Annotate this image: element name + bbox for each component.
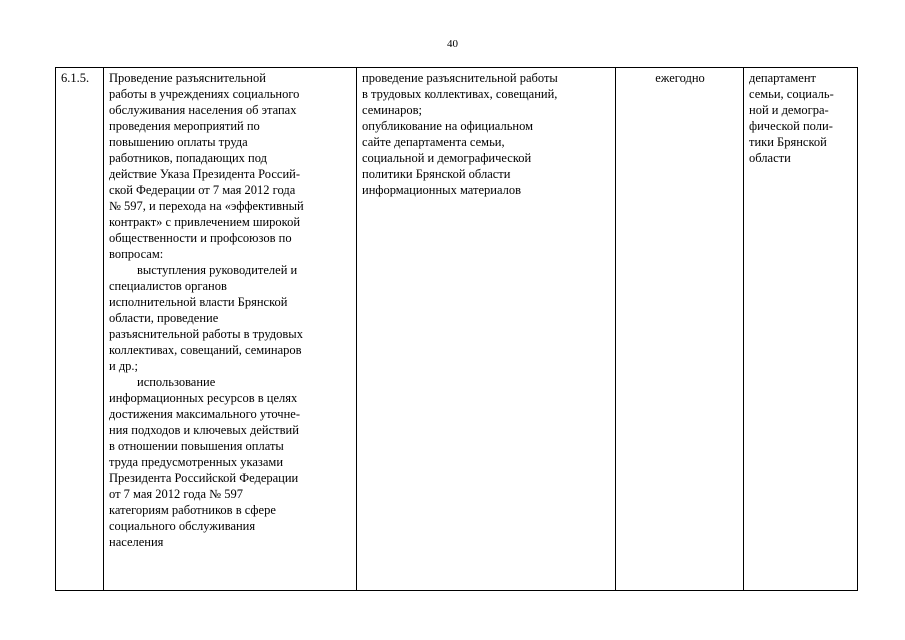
page-number: 40: [447, 38, 458, 50]
text-line: области: [749, 151, 791, 165]
text-line: социальной и демографической: [362, 151, 532, 165]
text-line: повышению оплаты труда: [109, 135, 248, 149]
text-line: департамент: [749, 71, 817, 85]
text-line: проведения мероприятий по: [109, 119, 260, 133]
text-line: от 7 мая 2012 года № 597: [109, 487, 243, 501]
text-line: вопросам:: [109, 247, 164, 261]
text-line: действие Указа Президента Россий-: [109, 167, 300, 181]
text-line: Президента Российской Федерации: [109, 471, 299, 485]
text-line: семьи, социаль-: [749, 87, 834, 101]
responsible-executor-cell: [744, 68, 858, 591]
text-line: выступления руководителей и: [137, 263, 298, 277]
period-cell: ежегодно: [616, 68, 744, 591]
text-line: опубликование на официальном: [362, 119, 534, 133]
text-line: ния подходов и ключевых действий: [109, 423, 299, 437]
text-line: коллективах, совещаний, семинаров: [109, 343, 302, 357]
text-line: Проведение разъяснительной: [109, 71, 266, 85]
text-line: политики Брянской области: [362, 167, 511, 181]
text-line: достижения максимального уточне-: [109, 407, 300, 421]
text-line: информационных материалов: [362, 183, 521, 197]
text-line: контракт» с привлечением широкой: [109, 215, 301, 229]
text-line: тики Брянской: [749, 135, 827, 149]
text-line: фической поли-: [749, 119, 833, 133]
measures-table: [55, 67, 858, 591]
text-line: информационных ресурсов в целях: [109, 391, 298, 405]
text-line: социального обслуживания: [109, 519, 256, 533]
text-line: общественности и профсоюзов по: [109, 231, 292, 245]
text-line: категориям работников в сфере: [109, 503, 276, 517]
text-line: разъяснительной работы в трудовых: [109, 327, 303, 341]
text-line: проведение разъяснительной работы: [362, 71, 558, 85]
event-description-cell: [104, 68, 357, 591]
text-line: населения: [109, 535, 164, 549]
text-line: ской Федерации от 7 мая 2012 года: [109, 183, 296, 197]
text-line: труда предусмотренных указами: [109, 455, 284, 469]
implementation-mechanism-cell: [357, 68, 616, 591]
text-line: ной и демогра-: [749, 103, 829, 117]
table-row: [56, 68, 858, 591]
text-line: в отношении повышения оплаты: [109, 439, 284, 453]
text-line: использование: [137, 375, 216, 389]
text-line: и др.;: [109, 359, 139, 373]
text-line: работы в учреждениях социального: [109, 87, 300, 101]
text-line: обслуживания населения об этапах: [109, 103, 297, 117]
text-line: № 597, и перехода на «эффективный: [109, 199, 304, 213]
text-line: семинаров;: [362, 103, 422, 117]
text-line: области, проведение: [109, 311, 219, 325]
text-line: работников, попадающих под: [109, 151, 267, 165]
text-line: сайте департамента семьи,: [362, 135, 505, 149]
text-line: специалистов органов: [109, 279, 227, 293]
text-line: исполнительной власти Брянской: [109, 295, 288, 309]
text-line: в трудовых коллективах, совещаний,: [362, 87, 558, 101]
item-number-cell: 6.1.5.: [56, 68, 104, 591]
